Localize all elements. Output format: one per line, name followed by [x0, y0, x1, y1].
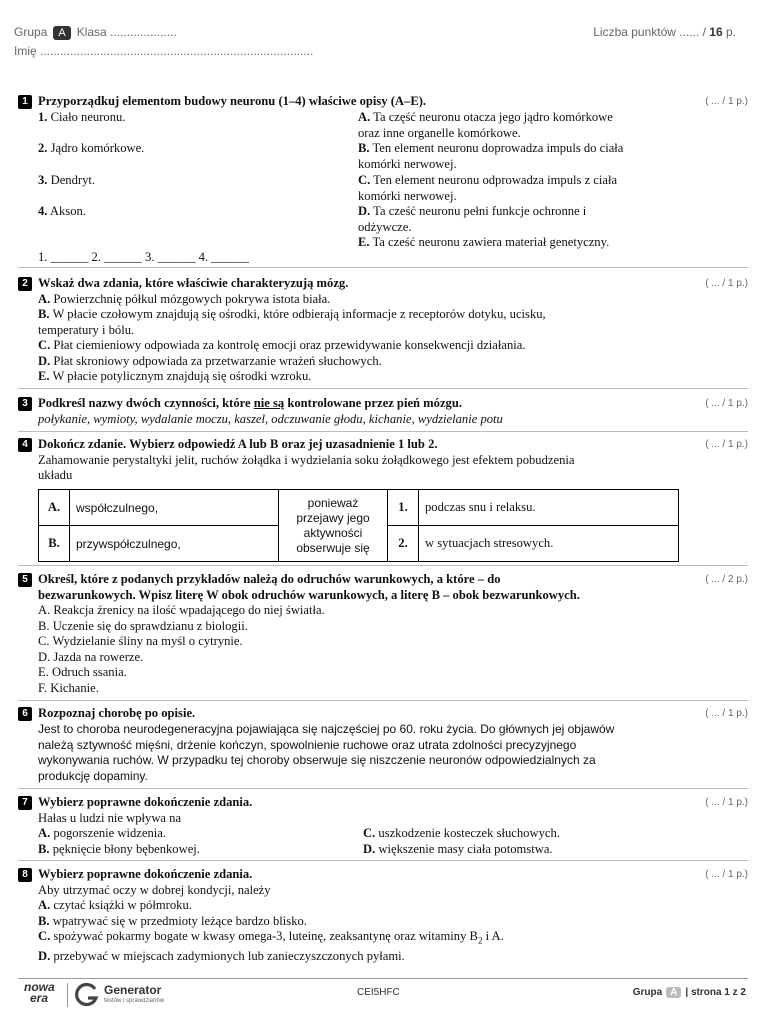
reflex-item[interactable]: F. Kichanie. [38, 680, 99, 695]
question-number: 4 [18, 438, 32, 452]
question-stem: Zahamowanie perystaltyki jelit, ruchów żołądka i wydzielania soku żołądkowego jest efektem pobudzenia [38, 452, 575, 467]
reflex-item[interactable]: A. Reakcja źrenicy na ilość wpadającego do niej światła. [38, 603, 325, 617]
question-5 [18, 572, 748, 698]
question-title: Rozpoznaj chorobę po opisie. [38, 706, 196, 720]
question-title: Określ, które z podanych przykładów należą do odruchów warunkowych, a które – do bezwarunkowych. Wpisz literę W obok odruchów warunkowych, a literę B – obok bezwarunkowych. [38, 572, 580, 602]
reflex-item[interactable]: B. Uczenie się do sprawdzianu z biologii. [38, 618, 248, 633]
page-info: Grupa A | strona 1 z 2 [632, 987, 746, 998]
generator-title: Generator [104, 983, 162, 997]
description-line: produkcję dopaminy. [38, 768, 148, 783]
option-b[interactable]: B. pęknięcie błony bębenkowej. [38, 841, 200, 856]
question-title: Dokończ zdanie. Wybierz odpowiedź A lub B oraz jej uzasadnienie 1 lub 2. [38, 437, 438, 451]
name-field: Imię .................................................................................. [14, 44, 314, 58]
footer-divider [18, 978, 748, 979]
question-points: ( ... / 1 p.) [705, 708, 748, 719]
question-6 [18, 706, 748, 786]
left-item: 3. Dendryt. [38, 173, 96, 187]
question-title: Wybierz poprawne dokończenie zdania. [38, 867, 253, 881]
right-item: E. Ta cześć neuronu zawiera materiał genetyczny. [358, 235, 610, 249]
divider [18, 565, 748, 566]
divider [18, 388, 748, 389]
question-stem: Aby utrzymać oczy w dobrej kondycji, należy [38, 882, 271, 897]
option-1-text[interactable]: podczas snu i relaksu. [419, 490, 679, 526]
group-badge: A [53, 26, 70, 40]
question-number: 3 [18, 397, 32, 411]
reflex-item[interactable]: E. Odruch ssania. [38, 665, 127, 679]
option-c[interactable]: C. spożywać pokarmy bogate w kwasy omega-3, luteinę, zeaksantynę oraz witaminy $B_2$ i A. [38, 929, 504, 946]
nowa-era-logo: nowa era [24, 980, 55, 1005]
divider [18, 700, 748, 701]
generator-icon [74, 982, 100, 1008]
question-1 [18, 94, 748, 264]
question-title: Przyporządkuj elementom budowy neuronu (1–4) właściwe opisy (A–E). [38, 94, 427, 108]
class-field: Klasa .................... [76, 25, 177, 39]
points-label: Liczba punktów ...... / [593, 25, 710, 39]
option-c[interactable]: C. Płat ciemieniowy odpowiada za kontrolę emocji oraz przewidywanie konsekwencji działania. [38, 338, 526, 352]
description-line: wykonywania ruchów. W przypadku tej choroby obserwuje się niszczenie neuronów odpowiedzialnych za [38, 753, 596, 767]
option-b-text[interactable]: przywspółczulnego, [70, 526, 279, 562]
points-total: 16 [709, 25, 723, 39]
right-item: D. Ta cześć neuronu pełni funkcje ochronne i odżywcze. [358, 204, 587, 234]
question-number: 5 [18, 573, 32, 587]
option-d[interactable]: D. przebywać w miejscach zadymionych lub zanieczyszczonych pyłami. [38, 949, 405, 963]
question-stem: Hałas u ludzi nie wpływa na [38, 810, 182, 825]
description-line: Jest to choroba neurodegeneracyjna pojawiająca się najczęściej po 60. roku życia. Do głównych jej objawów [38, 722, 615, 736]
question-stem-cont: układu [38, 468, 73, 482]
question-3 [18, 396, 748, 430]
option-d[interactable]: D. Płat skroniowy odpowiada za przetwarzanie wrażeń słuchowych. [38, 353, 382, 368]
answer-table [38, 489, 679, 562]
answer-blanks[interactable]: 1. ______ 2. ______ 3. ______ 4. ______ [38, 250, 249, 264]
because-cell: ponieważ przejawy jego aktywności obserwuje się [279, 490, 388, 562]
question-number: 6 [18, 707, 32, 721]
question-2 [18, 276, 748, 386]
option-b-cont: temperatury i bólu. [38, 322, 135, 337]
question-points: ( ... / 1 p.) [705, 439, 748, 450]
left-item: 2. Jądro komórkowe. [38, 141, 145, 155]
left-item: 1. Ciało neuronu. [38, 110, 126, 124]
reflex-item[interactable]: C. Wydzielanie śliny na myśl o cytrynie. [38, 634, 243, 648]
question-points: ( ... / 1 p.) [705, 797, 748, 808]
divider [18, 267, 748, 268]
question-title: Podkreśl nazwy dwóch czynności, które nie są kontrolowane przez pień mózgu. [38, 396, 463, 410]
logo-separator [67, 983, 68, 1007]
option-a[interactable]: A. czytać książki w półmroku. [38, 898, 192, 912]
question-title: Wskaż dwa zdania, które właściwie charakteryzują mózg. [38, 276, 349, 290]
divider [18, 431, 748, 432]
question-points: ( ... / 1 p.) [705, 278, 748, 289]
option-c[interactable]: C. uszkodzenie kosteczek słuchowych. [363, 826, 560, 840]
option-a-label[interactable]: A. [39, 490, 70, 526]
right-item: C. Ten element neuronu odprowadza impuls z ciała komórki nerwowej. [358, 173, 618, 203]
question-8 [18, 867, 748, 967]
option-b[interactable]: B. wpatrywać się w przedmioty leżące bardzo blisko. [38, 913, 307, 928]
right-item: A. Ta część neuronu otacza jego jądro komórkowe oraz inne organelle komórkowe. [358, 110, 613, 140]
option-2-text[interactable]: w sytuacjach stresowych. [419, 526, 679, 562]
option-a[interactable]: A. pogorszenie widzenia. [38, 826, 166, 840]
right-item: B. Ten element neuronu doprowadza impuls do ciała komórki nerwowej. [358, 141, 624, 171]
question-points: ( ... / 2 p.) [705, 574, 748, 585]
group-label: Grupa [14, 25, 48, 39]
option-a-text[interactable]: współczulnego, [70, 490, 279, 526]
reflex-item[interactable]: D. Jazda na rowerze. [38, 649, 144, 664]
description-line: należą sztywność mięśni, drżenie kończyn, spowolnienie ruchowe oraz utrata zdolności precyzyjnego [38, 737, 577, 752]
option-d[interactable]: D. większenie masy ciała potomstwa. [363, 841, 553, 856]
question-points: ( ... / 1 p.) [705, 398, 748, 409]
generator-subtitle: testów i sprawdzianów [104, 998, 165, 1004]
points-suffix: p. [722, 25, 736, 39]
test-code: CEI5HFC [357, 987, 400, 998]
activity-list[interactable]: połykanie, wymioty, wydalanie moczu, kaszel, odczuwanie głodu, kichanie, wydzielanie potu [38, 411, 503, 426]
option-b-label[interactable]: B. [39, 526, 70, 562]
question-7 [18, 795, 748, 857]
option-2-label[interactable]: 2. [388, 526, 419, 562]
left-item: 4. Akson. [38, 204, 86, 218]
question-points: ( ... / 1 p.) [705, 96, 748, 107]
option-1-label[interactable]: 1. [388, 490, 419, 526]
points-total-line [593, 25, 736, 39]
divider [18, 788, 748, 789]
question-number: 8 [18, 868, 32, 882]
divider [18, 860, 748, 861]
option-a[interactable]: A. Powierzchnię półkul mózgowych pokrywa istota biała. [38, 291, 331, 306]
question-title: Wybierz poprawne dokończenie zdania. [38, 795, 253, 809]
option-b[interactable]: B. W płacie czołowym znajdują się ośrodki, które odbierają informacje z receptorów dotyku, ucisku, [38, 307, 546, 321]
question-points: ( ... / 1 p.) [705, 869, 748, 880]
group-line [14, 25, 177, 40]
question-number: 7 [18, 796, 32, 810]
option-e[interactable]: E. W płacie potylicznym znajdują się ośrodki wzroku. [38, 369, 312, 383]
question-number: 1 [18, 95, 32, 109]
footer-group-badge: A [666, 987, 681, 998]
question-number: 2 [18, 277, 32, 291]
